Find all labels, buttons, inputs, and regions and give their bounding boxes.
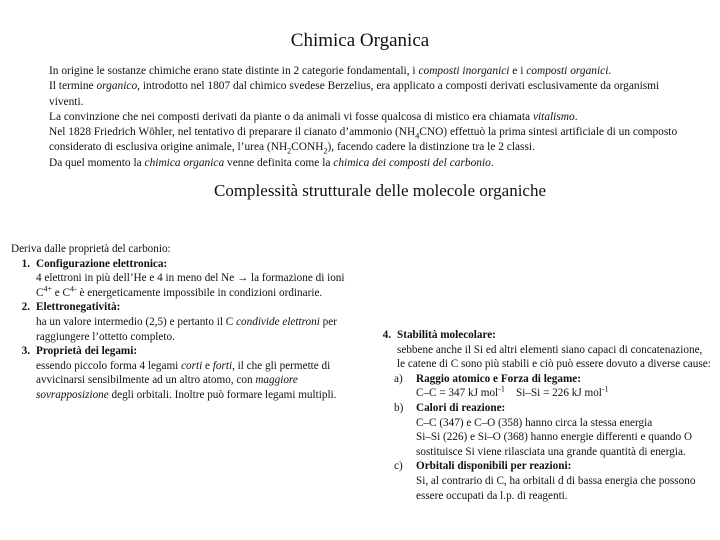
page-title: Chimica Organica — [290, 30, 430, 51]
left-column — [11, 242, 363, 403]
intro-text: ), facendo cadere la distinzione tra le 2 classi. — [327, 141, 535, 154]
item-text: e C — [51, 286, 71, 299]
item-text: C — [36, 286, 44, 299]
right-column — [372, 328, 712, 503]
sub-heading: Calori di reazione: — [416, 401, 506, 414]
list-item-body — [36, 257, 363, 301]
intro-paragraph-2 — [49, 79, 679, 110]
item-text: degli orbitali. Inoltre può formare legami multipli. — [108, 388, 337, 401]
superscript: -1 — [498, 384, 505, 394]
item-emphasis: maggiore sovrapposizione — [36, 374, 298, 401]
item-text: ha un valore intermedio (2,5) e pertanto il C — [36, 315, 237, 328]
intro-paragraph-3 — [49, 110, 679, 125]
list-item-body — [397, 328, 712, 372]
intro-text: . — [490, 156, 494, 169]
term-definition: chimica dei composti del carbonio — [333, 156, 491, 169]
list-number: 3. — [21, 345, 30, 358]
intro-text: La convinzione che nei composti derivati da piante o da animali vi fosse qualcosa di mistico era chiamata — [49, 110, 533, 123]
item-heading: Proprietà dei legami: — [36, 345, 138, 358]
item-text: è energeticamente impossibile in condizioni ordinarie. — [76, 286, 323, 299]
superscript: 4+ — [43, 284, 52, 294]
left-lead: Deriva dalle proprietà del carbonio: — [11, 243, 171, 255]
intro-text: venne definita come la — [224, 156, 334, 169]
list-number: 2. — [21, 301, 30, 314]
intro-text: e i — [509, 65, 527, 77]
sub-item-header — [394, 459, 712, 474]
term-organic: composti organici — [526, 65, 609, 77]
list-item-4 — [372, 328, 712, 372]
intro-section — [49, 64, 679, 171]
intro-text: , introdotto nel 1807 dal chimico svedese Berzelius, era applicato a composti derivati esclusivamente da organismi viventi. — [49, 80, 660, 108]
intro-paragraph-5 — [49, 156, 679, 171]
sub-item-b — [394, 401, 712, 459]
list-number: 1. — [21, 257, 30, 270]
intro-text: Nel 1828 Friedrich Wöhler, nel tentativo di preparare il cianato d’ammonio (NH — [49, 126, 416, 139]
sub-text: C–C = 347 kJ mol — [416, 387, 499, 400]
intro-text: In origine le sostanze chimiche erano state distinte in 2 categorie fondamentali, i — [49, 65, 419, 77]
item-line — [36, 359, 363, 403]
section-subtitle: Complessità strutturale delle molecole organiche — [213, 181, 547, 200]
sub-letter: b) — [394, 401, 404, 414]
sub-letter: c) — [394, 460, 403, 473]
item-text: per raggiungere l’ottetto completo. — [36, 315, 337, 343]
intro-paragraph-4 — [49, 125, 679, 156]
list-item-body — [36, 344, 363, 402]
intro-text: Da quel momento la — [49, 156, 145, 169]
item-heading: Stabilità molecolare: — [397, 329, 496, 341]
intro-text: Il termine — [49, 80, 97, 93]
sub-item-c — [394, 459, 712, 503]
term-chimica-organica: chimica organica — [144, 156, 225, 169]
item-line: sebbene anche il Si ed altri elementi siano capaci di concatenazione, le catene di C sono più stabili e ciò può essere dovuto a diverse cause: — [397, 343, 711, 371]
sub-heading: Raggio atomico e Forza di legame: — [416, 372, 581, 385]
term-organico: organico — [96, 80, 138, 93]
intro-text: CONH — [291, 141, 324, 154]
item-line — [36, 286, 363, 301]
sub-letter: a) — [394, 372, 403, 385]
term-vitalismo: vitalismo — [532, 110, 575, 123]
sub-line: Si–Si (226) e Si–O (368) hanno energie differenti e quando O sostituisce Si viene rilasciata una grande quantità di energia. — [416, 431, 693, 458]
intro-text: . — [608, 65, 612, 77]
superscript: -1 — [601, 384, 609, 394]
list-item-1 — [11, 257, 363, 301]
sub-line: C–C (347) e C–O (358) hanno circa la stessa energia — [416, 416, 653, 429]
item-heading: Configurazione elettronica: — [36, 257, 168, 270]
superscript: 4- — [70, 284, 77, 294]
item-line — [36, 315, 363, 344]
item-heading: Elettronegatività: — [36, 301, 121, 314]
item-text: e — [202, 359, 213, 372]
item-text: , il che gli permette di avvicinarsi sensibilmente ad un altro atomo, con — [36, 359, 331, 387]
item-text: essendo piccolo forma 4 legami — [36, 359, 182, 372]
term-inorganic: composti inorganici — [418, 65, 510, 77]
sub-line — [394, 386, 712, 401]
list-item-2 — [11, 300, 363, 344]
subscript: 2 — [323, 146, 328, 156]
sub-item-a — [394, 372, 712, 401]
subscript: 4 — [415, 131, 420, 141]
item-line: 4 elettroni in più dell’He e 4 in meno del Ne → la formazione di ioni — [36, 272, 345, 285]
intro-text: CNO) effettuò la prima sintesi artificiale di un composto considerato di esclusiva origine animale, l’urea (NH — [49, 126, 678, 154]
sub-item-header — [394, 401, 712, 416]
sub-heading: Orbitali disponibili per reazioni: — [416, 460, 572, 473]
item-emphasis: condivide elettroni — [236, 315, 320, 328]
sub-item-header — [394, 372, 712, 387]
item-emphasis: corti — [181, 359, 203, 372]
intro-paragraph-1 — [49, 64, 679, 79]
list-item-3 — [11, 344, 363, 402]
intro-text: . — [574, 110, 578, 123]
list-number: 4. — [382, 329, 391, 341]
sub-text: Si–Si = 226 kJ mol — [504, 387, 602, 400]
subscript: 2 — [287, 146, 292, 156]
item-emphasis: forti — [212, 359, 233, 372]
sub-line: Si, al contrario di C, ha orbitali d di bassa energia che possono essere occupati da l.p. di reagenti. — [416, 474, 696, 502]
list-item-body — [36, 300, 363, 344]
